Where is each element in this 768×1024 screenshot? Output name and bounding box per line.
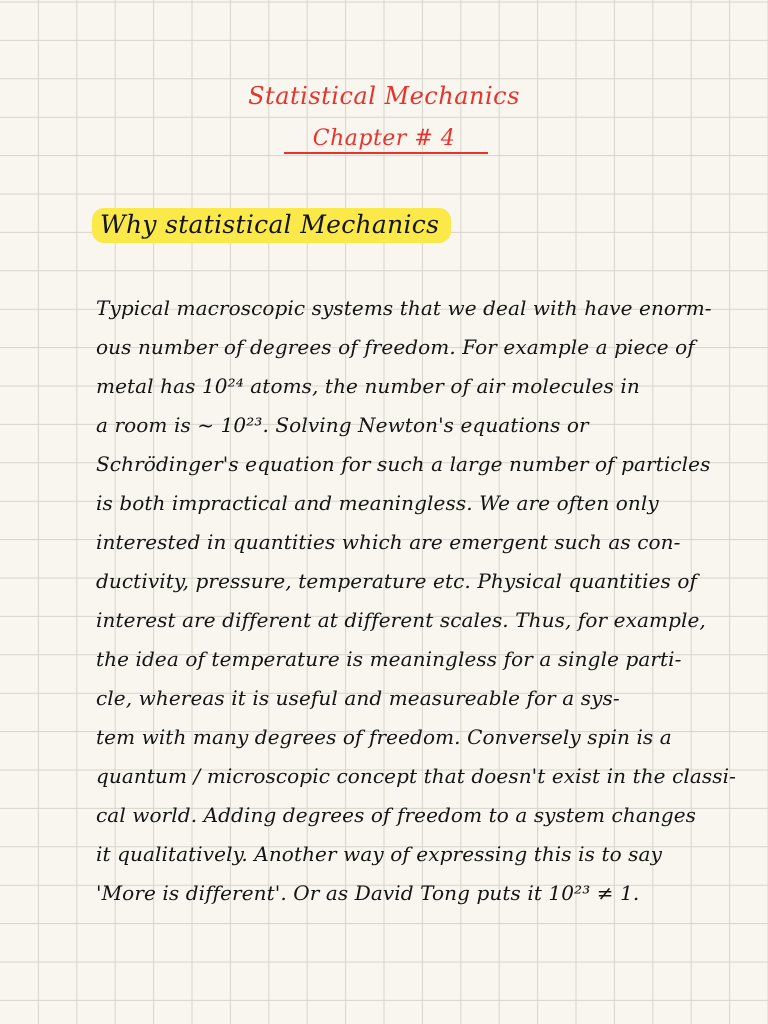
text-line: ductivity, pressure, temperature etc. Physical quantities of [96,569,697,593]
body-text [96,290,736,914]
chapter-title: Chapter # 4 [312,126,456,151]
text-line: tem with many degrees of freedom. Conversely spin is a [96,725,672,749]
text-line: ous number of degrees of freedom. For example a piece of [96,335,695,359]
text-line: interest are different at different scales. Thus, for example, [96,608,706,632]
text-line: cal world. Adding degrees of freedom to a system changes [96,803,697,827]
text-line: 'More is different'. Or as David Tong puts it 10²³ ≠ 1. [96,881,640,905]
text-line: metal has 10²⁴ atoms, the number of air molecules in [96,374,640,398]
text-line: Typical macroscopic systems that we deal with have enorm- [96,296,712,320]
text-line: it qualitatively. Another way of expressing this is to say [96,842,662,866]
text-line: quantum / microscopic concept that doesn't exist in the classi- [96,764,736,788]
text-line: is both impractical and meaningless. We are often only [96,491,659,515]
chapter-underline [284,152,488,154]
text-line: cle, whereas it is useful and measureable for a sys- [96,686,620,710]
text-line: a room is ~ 10²³. Solving Newton's equations or [96,413,589,437]
text-line: Schrödinger's equation for such a large number of particles [96,452,711,476]
page-title: Statistical Mechanics [248,82,520,110]
text-line: the idea of temperature is meaningless for a single parti- [96,647,682,671]
text-line: interested in quantities which are emergent such as con- [96,530,681,554]
section-heading: Why statistical Mechanics [92,208,451,243]
